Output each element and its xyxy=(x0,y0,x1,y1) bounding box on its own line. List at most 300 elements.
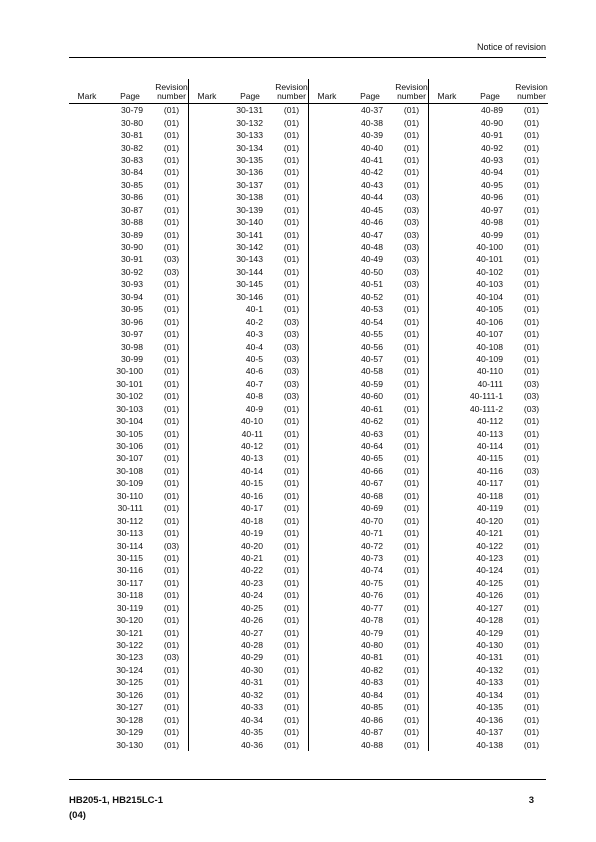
mark-cell xyxy=(429,527,466,539)
mark-cell xyxy=(309,539,346,551)
table-row xyxy=(69,651,548,663)
revision-cell: (01) xyxy=(275,141,309,153)
page-cell: 40-42 xyxy=(361,167,383,178)
mark-cell xyxy=(189,440,226,452)
revision-cell: (01) xyxy=(523,353,540,364)
mark-cell xyxy=(189,154,226,166)
header-mark: Mark xyxy=(429,79,466,104)
mark-cell xyxy=(69,738,105,750)
revision-cell: (01) xyxy=(395,378,429,390)
mark-cell xyxy=(429,104,466,117)
page-cell: 40-136 xyxy=(476,714,503,725)
mark-cell xyxy=(309,676,346,688)
header-revision-number: Revision number xyxy=(515,79,548,104)
mark-cell xyxy=(69,228,105,240)
page-cell: 40-14 xyxy=(241,465,263,476)
revision-cell: (01) xyxy=(523,316,540,327)
page-cell: 30-104 xyxy=(116,416,143,427)
page-cell: 40-104 xyxy=(476,291,503,302)
revision-cell: (03) xyxy=(523,403,540,414)
page-cell: 30-101 xyxy=(116,378,143,389)
mark-cell xyxy=(309,415,346,427)
page-cell: 40-116 xyxy=(476,465,503,476)
mark-cell xyxy=(309,390,346,402)
mark-cell xyxy=(309,726,346,738)
revision-cell: (01) xyxy=(155,365,189,377)
mark-cell xyxy=(429,651,466,663)
page-cell: 30-97 xyxy=(121,329,143,340)
mark-cell xyxy=(69,514,105,526)
page-cell: 30-132 xyxy=(236,117,263,128)
revision-cell: (01) xyxy=(395,651,429,663)
mark-cell xyxy=(189,664,226,676)
page-cell: 40-13 xyxy=(241,453,263,464)
mark-cell xyxy=(309,328,346,340)
mark-cell xyxy=(189,602,226,614)
mark-cell xyxy=(309,378,346,390)
page-cell: 40-35 xyxy=(241,727,263,738)
footer-page-number: 3 xyxy=(528,795,534,806)
page-cell: 30-99 xyxy=(121,353,143,364)
page-cell: 30-115 xyxy=(116,552,143,563)
page-cell: 40-56 xyxy=(361,341,383,352)
mark-cell xyxy=(309,353,346,365)
page-cell: 40-10 xyxy=(241,416,263,427)
page-cell: 40-36 xyxy=(241,739,263,750)
page-cell: 30-91 xyxy=(121,254,143,265)
table-row xyxy=(69,378,548,390)
mark-cell xyxy=(429,291,466,303)
revision-cell: (01) xyxy=(523,490,540,501)
mark-cell xyxy=(69,141,105,153)
page-cell: 40-120 xyxy=(476,515,503,526)
mark-cell xyxy=(429,490,466,502)
revision-cell: (01) xyxy=(155,116,189,128)
page-cell: 30-120 xyxy=(116,615,143,626)
revision-cell: (01) xyxy=(395,129,429,141)
header-revision-number: Revision number xyxy=(395,79,429,104)
mark-cell xyxy=(189,204,226,216)
page-cell: 40-131 xyxy=(476,652,503,663)
mark-cell xyxy=(189,689,226,701)
page-cell: 40-85 xyxy=(361,702,383,713)
mark-cell xyxy=(309,738,346,750)
revision-cell: (01) xyxy=(155,291,189,303)
table-row xyxy=(69,477,548,489)
page-cell: 40-86 xyxy=(361,714,383,725)
page-cell: 30-100 xyxy=(116,366,143,377)
table-row xyxy=(69,527,548,539)
page-cell: 40-108 xyxy=(476,341,503,352)
mark-cell xyxy=(189,291,226,303)
revision-cell: (01) xyxy=(275,651,309,663)
revision-cell: (01) xyxy=(395,303,429,315)
table-row xyxy=(69,440,548,452)
mark-cell xyxy=(69,116,105,128)
revision-cell: (01) xyxy=(275,477,309,489)
revision-cell: (01) xyxy=(155,415,189,427)
mark-cell xyxy=(69,403,105,415)
revision-table-container xyxy=(69,79,546,751)
page-cell: 40-1 xyxy=(245,304,263,315)
mark-cell xyxy=(189,116,226,128)
mark-cell xyxy=(69,253,105,265)
mark-cell xyxy=(309,465,346,477)
mark-cell xyxy=(189,166,226,178)
mark-cell xyxy=(189,490,226,502)
table-row xyxy=(69,415,548,427)
table-row xyxy=(69,216,548,228)
page-cell: 30-106 xyxy=(116,441,143,452)
mark-cell xyxy=(189,477,226,489)
mark-cell xyxy=(309,664,346,676)
table-row xyxy=(69,315,548,327)
mark-cell xyxy=(189,141,226,153)
page-cell: 40-46 xyxy=(361,217,383,228)
page-cell: 40-82 xyxy=(361,664,383,675)
revision-cell: (03) xyxy=(523,378,540,389)
table-row xyxy=(69,390,548,402)
mark-cell xyxy=(429,564,466,576)
revision-cell: (01) xyxy=(155,403,189,415)
page-cell: 40-123 xyxy=(476,552,503,563)
revision-cell: (01) xyxy=(395,452,429,464)
mark-cell xyxy=(429,713,466,725)
page-cell: 40-59 xyxy=(361,378,383,389)
mark-cell xyxy=(429,129,466,141)
page-cell: 40-132 xyxy=(476,664,503,675)
page-cell: 40-125 xyxy=(476,577,503,588)
mark-cell xyxy=(189,452,226,464)
mark-cell xyxy=(309,427,346,439)
mark-cell xyxy=(189,577,226,589)
table-row xyxy=(69,452,548,464)
revision-cell: (03) xyxy=(275,378,309,390)
revision-cell: (01) xyxy=(523,105,540,116)
mark-cell xyxy=(429,116,466,128)
mark-cell xyxy=(309,502,346,514)
page-cell: 40-44 xyxy=(361,192,383,203)
mark-cell xyxy=(429,340,466,352)
mark-cell xyxy=(69,204,105,216)
mark-cell xyxy=(429,477,466,489)
revision-cell: (01) xyxy=(395,726,429,738)
page-cell: 30-127 xyxy=(116,702,143,713)
page-cell: 40-74 xyxy=(361,565,383,576)
page-cell: 40-113 xyxy=(476,428,503,439)
table-row xyxy=(69,713,548,725)
page-cell: 40-70 xyxy=(361,515,383,526)
mark-cell xyxy=(189,179,226,191)
mark-cell xyxy=(429,639,466,651)
page-cell: 40-130 xyxy=(476,640,503,651)
page-cell: 40-89 xyxy=(481,105,503,116)
page-cell: 30-105 xyxy=(116,428,143,439)
revision-cell: (01) xyxy=(523,441,540,452)
revision-cell: (01) xyxy=(155,564,189,576)
mark-cell xyxy=(189,738,226,750)
page-cell: 40-80 xyxy=(361,640,383,651)
revision-cell: (01) xyxy=(523,739,540,750)
mark-cell xyxy=(309,713,346,725)
revision-cell: (01) xyxy=(395,415,429,427)
table-row xyxy=(69,328,548,340)
revision-cell: (01) xyxy=(523,677,540,688)
mark-cell xyxy=(429,403,466,415)
mark-cell xyxy=(309,291,346,303)
revision-cell: (01) xyxy=(395,353,429,365)
revision-cell: (01) xyxy=(155,713,189,725)
page-cell: 40-117 xyxy=(476,478,503,489)
page-cell: 40-37 xyxy=(361,105,383,116)
revision-cell: (01) xyxy=(155,204,189,216)
revision-cell: (01) xyxy=(275,502,309,514)
page-cell: 40-122 xyxy=(476,540,503,551)
page-cell: 30-118 xyxy=(116,590,143,601)
page-cell: 40-6 xyxy=(245,366,263,377)
revision-cell: (01) xyxy=(523,577,540,588)
mark-cell xyxy=(189,527,226,539)
revision-cell: (01) xyxy=(395,701,429,713)
mark-cell xyxy=(69,477,105,489)
mark-cell xyxy=(429,303,466,315)
mark-cell xyxy=(429,378,466,390)
revision-cell: (01) xyxy=(523,540,540,551)
mark-cell xyxy=(309,253,346,265)
revision-cell: (03) xyxy=(155,266,189,278)
revision-cell: (03) xyxy=(523,391,540,402)
mark-cell xyxy=(429,552,466,564)
mark-cell xyxy=(429,502,466,514)
header-revision-number: Revision number xyxy=(275,79,309,104)
page-cell: 30-138 xyxy=(236,192,263,203)
mark-cell xyxy=(69,415,105,427)
table-row xyxy=(69,303,548,315)
revision-cell: (01) xyxy=(395,291,429,303)
mark-cell xyxy=(429,390,466,402)
revision-cell: (03) xyxy=(395,216,429,228)
revision-cell: (01) xyxy=(155,465,189,477)
revision-cell: (01) xyxy=(395,465,429,477)
page-cell: 40-33 xyxy=(241,702,263,713)
page-cell: 40-88 xyxy=(361,739,383,750)
page-cell: 40-114 xyxy=(476,441,503,452)
page-cell: 40-8 xyxy=(245,391,263,402)
table-row xyxy=(69,514,548,526)
page-cell: 30-89 xyxy=(121,229,143,240)
page-cell: 40-26 xyxy=(241,615,263,626)
revision-cell: (01) xyxy=(523,602,540,613)
revision-table-body xyxy=(69,104,548,751)
revision-cell: (01) xyxy=(523,366,540,377)
revision-cell: (01) xyxy=(523,266,540,277)
revision-cell: (01) xyxy=(155,639,189,651)
header-title: Notice of revision xyxy=(476,42,546,52)
page-cell: 30-112 xyxy=(116,515,143,526)
page-cell: 30-108 xyxy=(116,465,143,476)
mark-cell xyxy=(69,291,105,303)
revision-cell: (01) xyxy=(523,167,540,178)
table-row xyxy=(69,738,548,750)
page-cell: 30-129 xyxy=(116,727,143,738)
revision-cell: (01) xyxy=(275,129,309,141)
revision-cell: (01) xyxy=(523,552,540,563)
mark-cell xyxy=(69,465,105,477)
table-row xyxy=(69,104,548,117)
mark-cell xyxy=(69,303,105,315)
revision-cell: (01) xyxy=(155,166,189,178)
mark-cell xyxy=(309,266,346,278)
mark-cell xyxy=(429,514,466,526)
revision-cell: (01) xyxy=(155,676,189,688)
revision-cell: (01) xyxy=(155,726,189,738)
table-row xyxy=(69,427,548,439)
mark-cell xyxy=(69,378,105,390)
mark-cell xyxy=(69,539,105,551)
page-cell: 40-79 xyxy=(361,627,383,638)
revision-table-head xyxy=(69,79,548,104)
mark-cell xyxy=(429,738,466,750)
page-cell: 40-43 xyxy=(361,179,383,190)
page-cell: 30-85 xyxy=(121,179,143,190)
table-row xyxy=(69,365,548,377)
revision-cell: (01) xyxy=(395,490,429,502)
revision-cell: (01) xyxy=(155,340,189,352)
table-row xyxy=(69,564,548,576)
revision-cell: (01) xyxy=(155,490,189,502)
revision-cell: (01) xyxy=(523,652,540,663)
table-row xyxy=(69,465,548,477)
page-cell: 40-19 xyxy=(241,528,263,539)
page-cell: 30-111 xyxy=(117,503,143,514)
revision-cell: (01) xyxy=(275,701,309,713)
page-cell: 40-119 xyxy=(476,503,503,514)
page-cell: 30-114 xyxy=(116,540,143,551)
mark-cell xyxy=(69,104,105,117)
page-cell: 40-103 xyxy=(476,279,503,290)
page-cell: 40-53 xyxy=(361,304,383,315)
revision-cell: (03) xyxy=(275,390,309,402)
page-cell: 30-102 xyxy=(116,391,143,402)
page-cell: 30-122 xyxy=(116,640,143,651)
mark-cell xyxy=(309,365,346,377)
mark-cell xyxy=(429,427,466,439)
page-cell: 40-91 xyxy=(481,130,503,141)
mark-cell xyxy=(189,390,226,402)
mark-cell xyxy=(189,191,226,203)
revision-cell: (01) xyxy=(155,315,189,327)
page-cell: 40-58 xyxy=(361,366,383,377)
page-cell: 40-134 xyxy=(476,689,503,700)
mark-cell xyxy=(69,154,105,166)
revision-cell: (03) xyxy=(395,228,429,240)
revision-cell: (01) xyxy=(155,179,189,191)
page-cell: 30-98 xyxy=(121,341,143,352)
table-row xyxy=(69,403,548,415)
mark-cell xyxy=(69,639,105,651)
mark-cell xyxy=(309,228,346,240)
page-cell: 40-138 xyxy=(476,739,503,750)
page-cell: 40-109 xyxy=(476,353,503,364)
mark-cell xyxy=(69,490,105,502)
mark-cell xyxy=(69,266,105,278)
mark-cell xyxy=(69,564,105,576)
mark-cell xyxy=(309,701,346,713)
revision-cell: (01) xyxy=(155,303,189,315)
revision-cell: (01) xyxy=(275,676,309,688)
table-row xyxy=(69,614,548,626)
page-cell: 30-95 xyxy=(121,304,143,315)
revision-cell: (01) xyxy=(155,589,189,601)
revision-cell: (01) xyxy=(395,154,429,166)
revision-cell: (01) xyxy=(155,104,189,117)
revision-cell: (01) xyxy=(275,154,309,166)
page-cell: 40-23 xyxy=(241,577,263,588)
page-cell: 40-57 xyxy=(361,353,383,364)
revision-cell: (01) xyxy=(523,329,540,340)
revision-cell: (01) xyxy=(155,602,189,614)
table-row xyxy=(69,191,548,203)
footer-model: HB205-1, HB215LC-1 xyxy=(69,795,163,806)
revision-cell: (01) xyxy=(275,490,309,502)
page-cell: 40-72 xyxy=(361,540,383,551)
page-cell: 30-116 xyxy=(116,565,143,576)
page-cell: 40-40 xyxy=(361,142,383,153)
mark-cell xyxy=(309,303,346,315)
mark-cell xyxy=(69,241,105,253)
page-cell: 40-87 xyxy=(361,727,383,738)
page-cell: 40-64 xyxy=(361,441,383,452)
revision-cell: (01) xyxy=(395,614,429,626)
mark-cell xyxy=(309,552,346,564)
revision-cell: (01) xyxy=(523,242,540,253)
revision-cell: (01) xyxy=(275,452,309,464)
revision-cell: (01) xyxy=(275,738,309,750)
mark-cell xyxy=(69,502,105,514)
table-row xyxy=(69,639,548,651)
mark-cell xyxy=(429,266,466,278)
table-row xyxy=(69,589,548,601)
page-cell: 30-107 xyxy=(116,453,143,464)
page-cell: 40-96 xyxy=(481,192,503,203)
mark-cell xyxy=(429,253,466,265)
revision-cell: (01) xyxy=(155,527,189,539)
revision-cell: (01) xyxy=(155,278,189,290)
page-cell: 40-48 xyxy=(361,242,383,253)
revision-cell: (01) xyxy=(275,626,309,638)
table-row xyxy=(69,241,548,253)
revision-cell: (01) xyxy=(523,615,540,626)
revision-cell: (01) xyxy=(155,378,189,390)
table-row xyxy=(69,166,548,178)
page-cell: 30-139 xyxy=(236,204,263,215)
mark-cell xyxy=(69,676,105,688)
page-cell: 40-100 xyxy=(476,242,503,253)
revision-cell: (01) xyxy=(155,328,189,340)
mark-cell xyxy=(69,452,105,464)
page-cell: 40-5 xyxy=(245,353,263,364)
mark-cell xyxy=(309,166,346,178)
page-cell: 40-75 xyxy=(361,577,383,588)
revision-cell: (01) xyxy=(275,514,309,526)
revision-cell: (01) xyxy=(155,502,189,514)
mark-cell xyxy=(429,465,466,477)
mark-cell xyxy=(189,701,226,713)
revision-cell: (01) xyxy=(275,664,309,676)
mark-cell xyxy=(189,415,226,427)
revision-cell: (01) xyxy=(275,577,309,589)
revision-cell: (01) xyxy=(275,689,309,701)
